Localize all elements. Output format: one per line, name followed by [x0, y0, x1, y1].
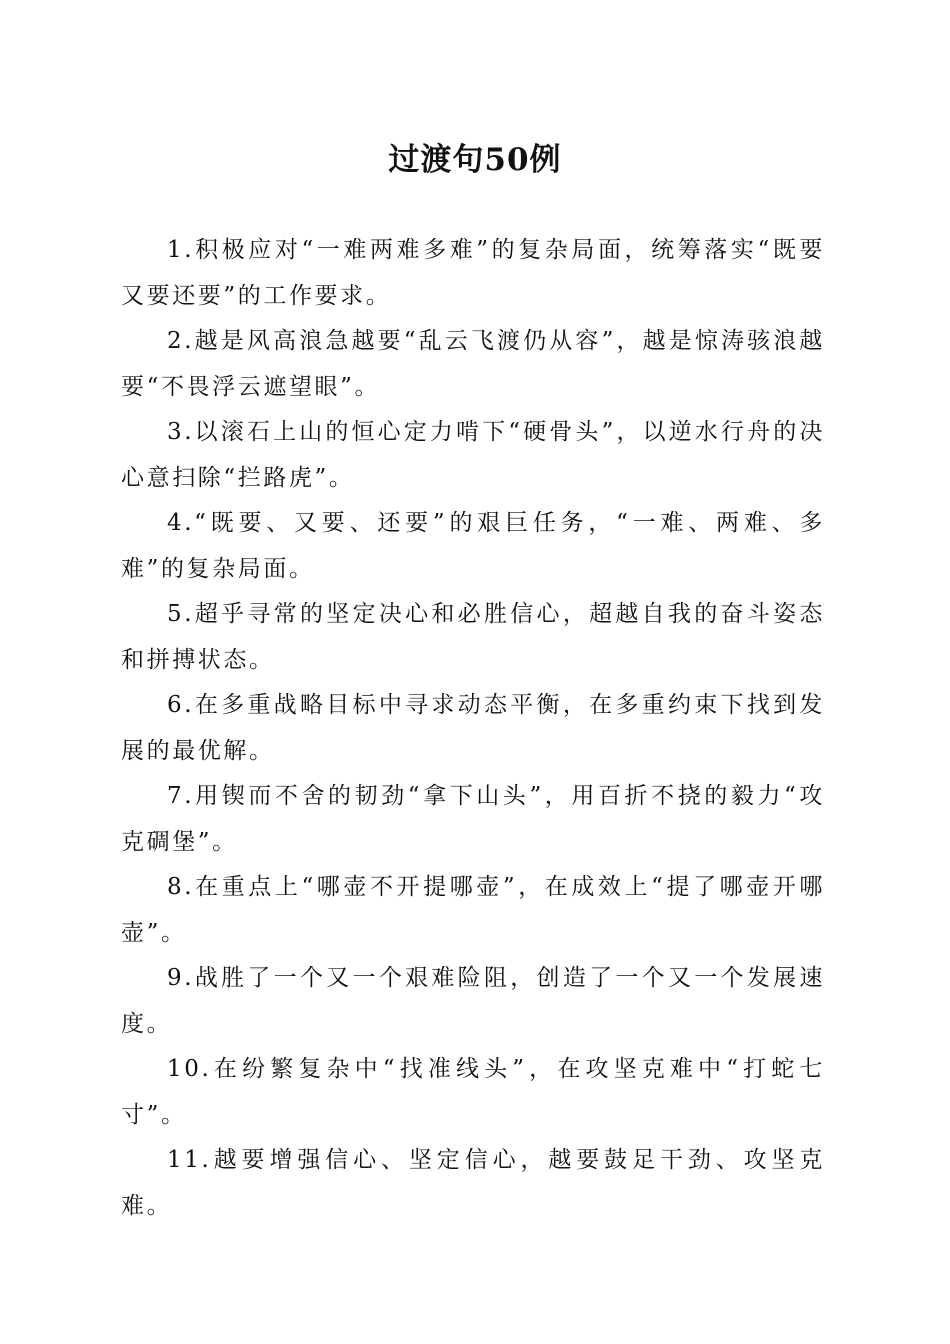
paragraph-4: 4.“既要、又要、还要”的艰巨任务，“一难、两难、多难”的复杂局面。	[121, 510, 825, 582]
paragraph-7: 7.用锲而不舍的韧劲“拿下山头”，用百折不挠的毅力“攻克碉堡”。	[121, 783, 825, 855]
paragraph-1: 1.积极应对“一难两难多难”的复杂局面，统筹落实“既要又要还要”的工作要求。	[121, 237, 825, 309]
paragraph-9: 9.战胜了一个又一个艰难险阻，创造了一个又一个发展速度。	[121, 965, 825, 1037]
paragraph-2: 2.越是风高浪急越要“乱云飞渡仍从容”，越是惊涛骇浪越要“不畏浮云遮望眼”。	[121, 328, 825, 400]
paragraph-8: 8.在重点上“哪壶不开提哪壶”，在成效上“提了哪壶开哪壶”。	[121, 874, 825, 946]
paragraph-6: 6.在多重战略目标中寻求动态平衡，在多重约束下找到发展的最优解。	[121, 692, 825, 764]
paragraph-5: 5.超乎寻常的坚定决心和必胜信心，超越自我的奋斗姿态和拼搏状态。	[121, 601, 825, 673]
paragraph-3: 3.以滚石上山的恒心定力啃下“硬骨头”，以逆水行舟的决心意扫除“拦路虎”。	[121, 419, 825, 491]
document-body	[121, 228, 825, 1229]
paragraph-10: 10.在纷繁复杂中“找准线头”，在攻坚克难中“打蛇七寸”。	[121, 1056, 825, 1128]
document-title: 过渡句50例	[388, 142, 562, 178]
paragraph-11: 11.越要增强信心、坚定信心，越要鼓足干劲、攻坚克难。	[121, 1147, 825, 1219]
